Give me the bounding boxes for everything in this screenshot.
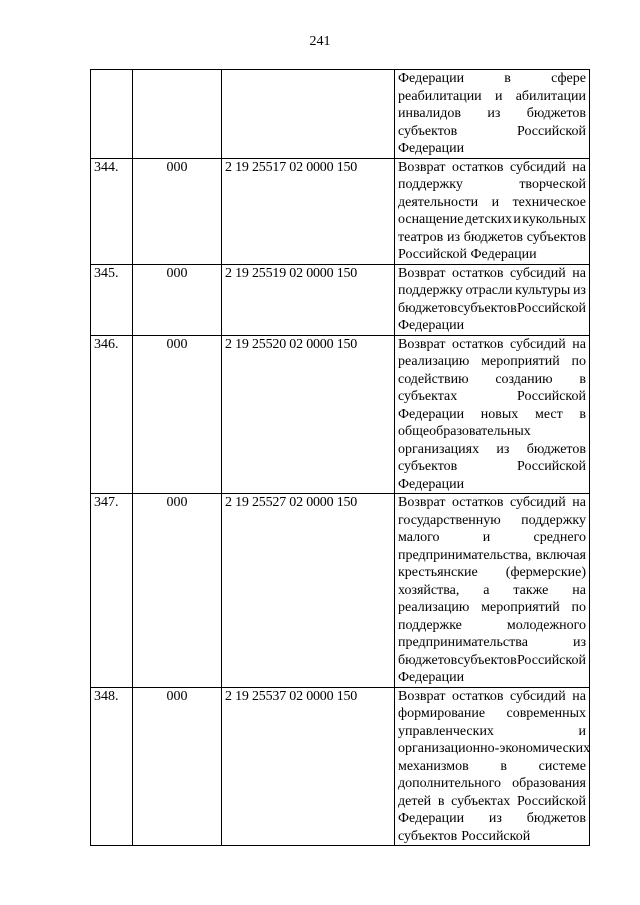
description-word: также [513,582,549,598]
description-word: крестьянские [398,565,478,580]
description-word: организациях [398,441,480,457]
description-word: Федерации [398,476,465,492]
description-word: по [571,600,586,615]
description-word: в [500,758,507,774]
budget-classification-code-cell: 2 19 25517 02 0000 150 [222,158,395,264]
row-number-cell: 348. [91,687,133,846]
description-word: Федерации [398,811,465,826]
description-word: (фермерские) [505,565,586,580]
description-word: Возврат [398,265,446,281]
description-line [398,547,586,565]
description-word: субъектах [398,389,458,404]
description-word: субсидий [509,159,566,175]
description-line [398,441,586,459]
description-line [398,317,586,335]
table-row [91,264,590,335]
description-line [398,599,586,617]
budget-classification-code-cell: 2 19 25537 02 0000 150 [222,687,395,846]
description-word: Возврат [398,495,446,510]
description-word: инвалидов [398,106,461,121]
description-word: Российской [516,793,586,809]
description-word: деятельности [398,194,479,210]
description-line [398,70,586,88]
description-word: бюджетов [526,811,586,826]
description-word: в [504,71,511,86]
description-word: Российской [517,123,586,139]
description-line [398,775,586,793]
description-word: реабилитации [398,88,482,104]
description-word: детей [398,793,432,809]
description-word: бюджетов [398,652,458,668]
description-word: на [572,582,586,598]
description-word: предпринимательства, [398,547,532,563]
budget-classification-code-cell: 2 19 25520 02 0000 150 [222,335,395,494]
description-word: дополнительного [398,776,501,791]
row-number-cell [91,70,133,159]
description-word: реализацию [398,600,470,615]
description-cell [395,70,590,159]
description-word: механизмов [398,758,469,774]
description-word: остатков [451,688,504,704]
description-line [398,423,586,441]
row-number-cell: 347. [91,494,133,688]
description-line [398,529,586,547]
description-line [398,88,586,106]
admin-code-cell: 000 [133,494,222,688]
description-word: поддержку [398,283,463,298]
description-word: из [487,106,501,121]
description-word: оснащение [398,212,464,227]
description-word: на [572,265,586,281]
description-line [398,512,586,530]
description-word: на [572,336,586,352]
description-line [398,634,586,652]
description-word: малого [398,530,440,545]
description-word: субъектов [398,828,458,844]
description-line [398,123,586,141]
description-word: остатков [451,159,504,175]
description-line [398,140,586,158]
description-word: и [491,194,500,210]
description-word: субсидий [509,265,566,281]
description-cell [395,264,590,335]
description-line [398,353,586,371]
description-line [398,740,591,758]
description-word: предпринимательства [398,635,528,650]
description-word: Российской [516,652,586,668]
description-word: Федерации [398,406,465,422]
description-word: субъектов [398,123,458,139]
table-row [91,158,590,264]
description-cell [395,687,590,846]
description-word: бюджетов [526,106,586,121]
description-word: молодежного [506,617,586,633]
description-word: субъектах [451,793,511,809]
description-word: остатков [451,495,504,510]
description-line [398,758,586,776]
description-word: из [496,441,510,457]
description-word: образования [512,776,586,791]
budget-classification-code-cell [222,70,395,159]
description-word: организационно-экономических [398,741,591,756]
description-word: мероприятий [481,354,560,369]
row-number-cell: 345. [91,264,133,335]
description-word: в [579,406,586,422]
description-line [398,723,586,741]
description-word: субсидий [509,336,566,352]
description-word: Возврат [398,336,446,352]
table-row [91,687,590,846]
description-word: Возврат [398,688,446,704]
description-line [398,458,586,476]
admin-code-cell: 000 [133,335,222,494]
description-word: и [578,723,586,739]
admin-code-cell [133,70,222,159]
description-line [398,582,586,600]
description-cell [395,158,590,264]
description-word: Российской [517,389,586,404]
description-word: среднего [533,530,586,545]
description-word: остатков [451,265,504,281]
row-number-cell: 346. [91,335,133,494]
description-line [398,371,586,389]
description-word: субъектов [526,229,586,245]
description-line [398,669,586,687]
description-word: общеобразовательных [398,424,531,439]
description-word: субъектов [457,300,517,316]
description-word: субъектов [398,459,458,474]
description-word: на [572,495,586,510]
description-word: и [513,212,521,227]
description-word: современных [506,706,586,721]
description-word: Федерации [398,141,465,156]
budget-classification-code-cell: 2 19 25527 02 0000 150 [222,494,395,688]
description-word: отрасли [465,283,513,298]
description-word: субсидий [509,495,566,510]
description-word: остатков [451,336,504,352]
description-word: и [494,88,503,104]
description-line [398,406,586,424]
description-word: творческой [519,177,586,192]
description-word: мероприятий [481,600,560,615]
description-word: субсидий [509,688,566,704]
description-word: реализацию [398,354,470,369]
description-line [398,828,586,846]
description-word: бюджетов [398,300,458,316]
description-line [398,246,586,264]
admin-code-cell: 000 [133,158,222,264]
description-line [398,159,586,177]
description-word: из [488,811,502,826]
description-line [398,617,586,635]
description-word: управленческих [398,723,494,739]
description-word: бюджетов [463,229,524,245]
budget-classification-code-cell: 2 19 25519 02 0000 150 [222,264,395,335]
description-line [398,564,586,582]
description-line [398,105,586,123]
description-word: техническое [512,194,586,210]
page-number: 241 [309,34,331,49]
table-row [91,70,590,159]
description-line [398,282,586,300]
description-word: поддержке [398,617,462,633]
description-word: абилитации [515,88,586,104]
description-word: бюджетов [526,441,586,457]
description-line [398,810,586,828]
description-word: Возврат [398,159,446,175]
description-word: системе [538,758,586,774]
description-word: Российской [461,828,531,844]
description-word: из [572,635,586,650]
row-number-cell: 344. [91,158,133,264]
description-word: сфере [551,71,586,86]
description-word: новых [480,406,519,422]
description-line [398,211,586,229]
description-word: включая [535,547,586,563]
description-word: по [571,354,586,369]
description-word: Федерации [398,318,465,333]
description-word: Российской [517,459,586,474]
admin-code-cell: 000 [133,264,222,335]
description-word: на [572,688,586,704]
description-cell [395,494,590,688]
description-line [398,265,586,283]
description-line [398,652,586,670]
description-line [398,336,586,354]
description-word: Российской Федерации [398,247,537,262]
description-word: из [572,283,586,298]
description-word: формирование [398,706,486,721]
description-word: Федерации [398,71,465,86]
description-line [398,229,586,247]
description-word: и [482,530,491,545]
description-word: кукольных [522,212,586,227]
budget-codes-table [90,69,590,846]
description-word: детских [464,212,512,227]
description-word: а [483,582,490,598]
description-word: государственную [398,512,501,528]
description-line [398,705,586,723]
description-word: поддержку [521,512,586,528]
admin-code-cell: 000 [133,687,222,846]
description-word: Российской [516,300,586,316]
description-word: театров [398,229,444,245]
description-line [398,194,586,212]
description-word: в [437,793,445,809]
description-word: на [572,159,586,175]
description-word: мест [534,406,563,422]
description-word: в [579,371,586,387]
description-line [398,476,586,494]
description-line [398,388,586,406]
description-line [398,494,586,512]
description-line [398,688,586,706]
description-word: хозяйства, [398,582,460,598]
description-line [398,300,586,318]
table-row [91,494,590,688]
description-line [398,176,586,194]
description-word: поддержку [398,177,463,192]
description-word: Федерации [398,670,465,685]
description-word: содействию [398,371,469,387]
description-word: культуры [515,283,571,298]
table-row [91,335,590,494]
description-word: созданию [495,371,553,387]
description-cell [395,335,590,494]
description-word: из [447,229,461,245]
description-word: субъектов [457,652,517,668]
description-line [398,793,586,811]
